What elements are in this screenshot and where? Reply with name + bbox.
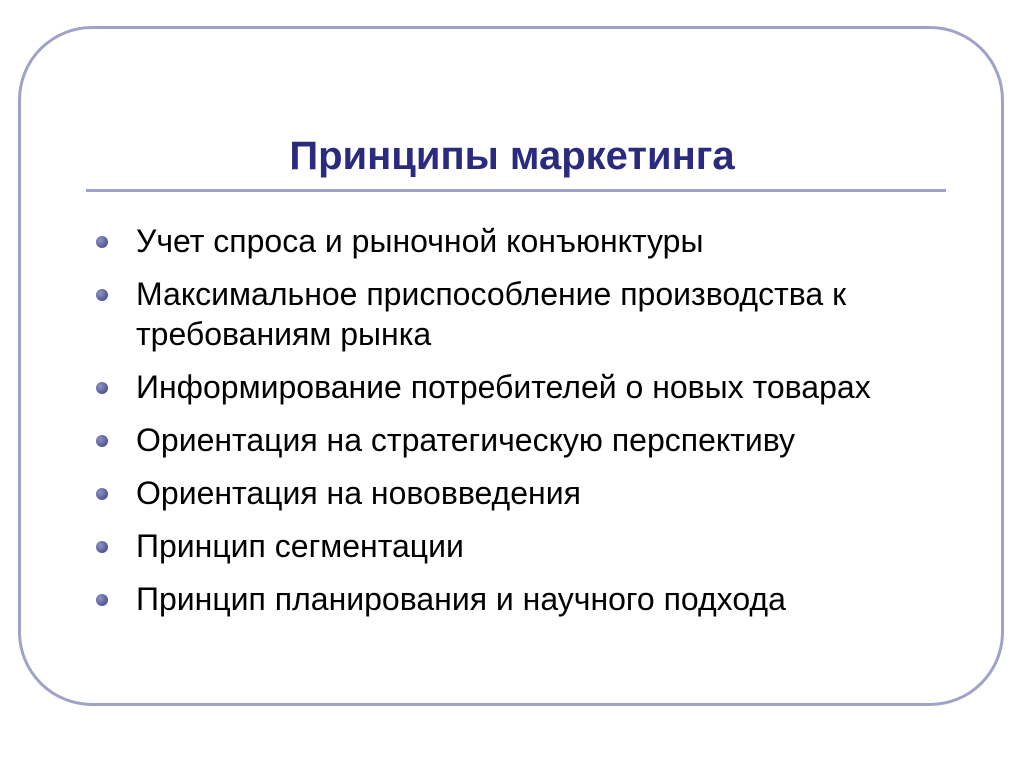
bullet-dot-icon <box>96 289 108 301</box>
bullet-item <box>96 579 956 619</box>
bullet-dot-icon <box>96 594 108 606</box>
title-divider <box>86 189 946 192</box>
bullet-dot-icon <box>96 541 108 553</box>
bullet-text: Ориентация на нововведения <box>136 475 581 511</box>
bullet-text: Принцип планирования и научного подхода <box>136 581 786 617</box>
bullet-list <box>96 221 956 632</box>
slide-title: Принципы маркетинга <box>289 134 735 178</box>
bullet-item <box>96 526 956 566</box>
bullet-item <box>96 420 956 460</box>
bullet-text: Принцип сегментации <box>136 528 464 564</box>
bullet-item <box>96 274 956 354</box>
bullet-item <box>96 367 956 407</box>
bullet-dot-icon <box>96 488 108 500</box>
bullet-text: Учет спроса и рыночной конъюнктуры <box>136 223 704 259</box>
bullet-text: Информирование потребителей о новых товарах <box>136 369 871 405</box>
bullet-item <box>96 221 956 261</box>
bullet-dot-icon <box>96 435 108 447</box>
bullet-dot-icon <box>96 382 108 394</box>
bullet-item <box>96 473 956 513</box>
bullet-text: Ориентация на стратегическую перспективу <box>136 422 796 458</box>
bullet-text: Максимальное приспособление производства к требованиям рынка <box>136 276 847 352</box>
bullet-dot-icon <box>96 236 108 248</box>
